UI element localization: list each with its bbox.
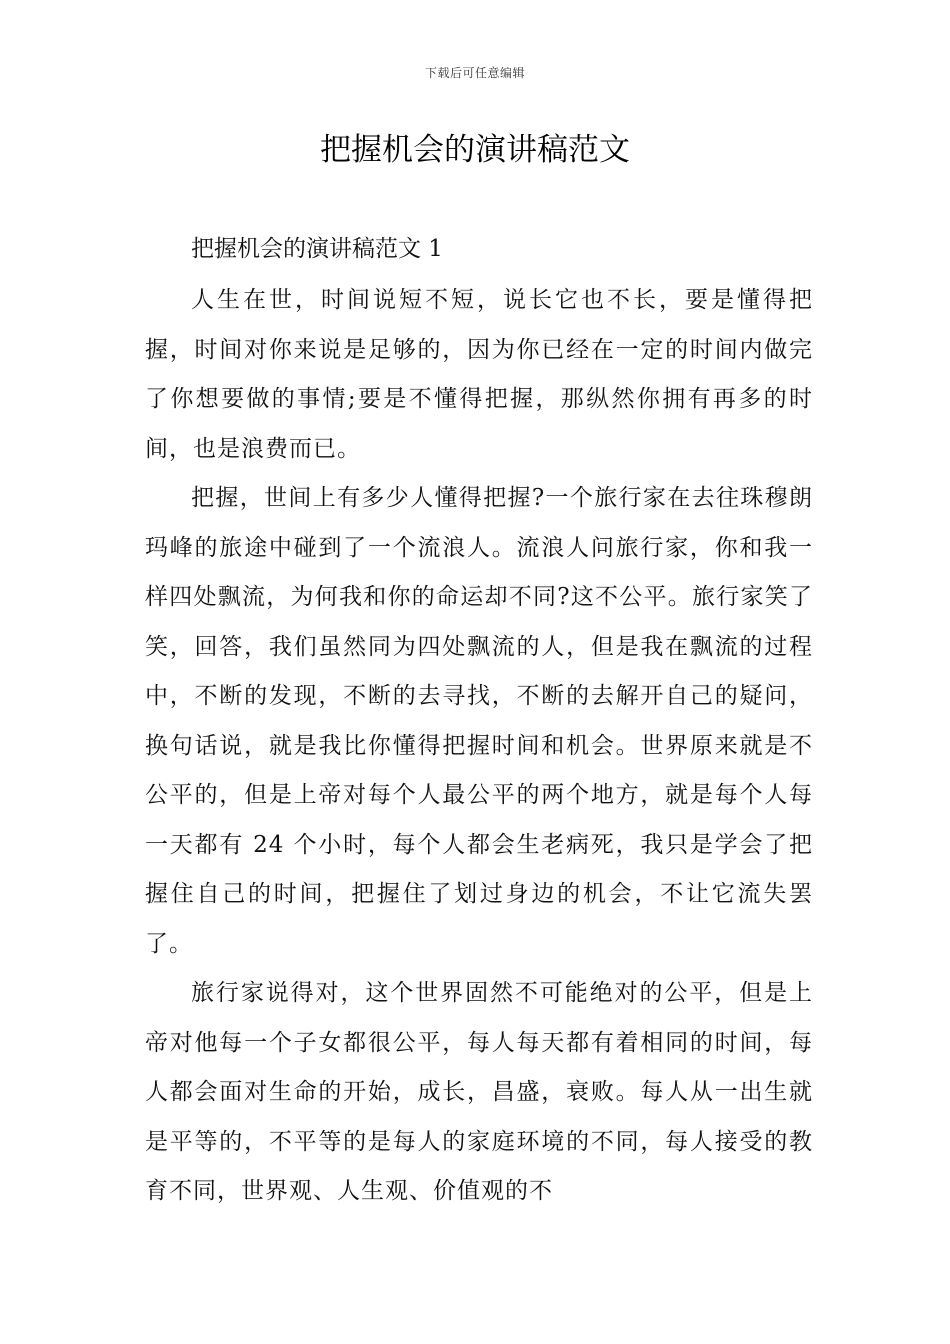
section-title: 把握机会的演讲稿范文 1 xyxy=(191,236,443,262)
paragraph-1: 人生在世，时间说短不短，说长它也不长，要是懂得把握，时间对你来说是足够的，因为你已经在一定的时间内做完了你想要做的事情;要是不懂得把握，那纵然你拥有再多的时间，也是浪费而已。 xyxy=(145,287,813,462)
paragraph-3: 旅行家说得对，这个世界固然不可能绝对的公平，但是上帝对他每一个子女都很公平，每人每天都有着相同的时间，每人都会面对生命的开始，成长，昌盛，衰败。每人从一出生就是平等的，不平等的是每人的家庭环境的不同，每人接受的教育不同，世界观、人生观、价值观的不 xyxy=(145,980,813,1204)
paragraph-2: 把握，世间上有多少人懂得把握?一个旅行家在去往珠穆朗玛峰的旅途中碰到了一个流浪人。流浪人问旅行家，你和我一样四处飘流，为何我和你的命运却不同?这不公平。旅行家笑了笑，回答，我们虽然同为四处飘流的人，但是我在飘流的过程中，不断的发现，不断的去寻找，不断的去解开自己的疑问，换句话说，就是我比你懂得把握时间和机会。世界原来就是不公平的，但是上帝对每个人最公平的两个地方，就是每个人每一天都有 24 个小时，每个人都会生老病死，我只是学会了把握住自己的时间，把握住了划过身边的机会，不让它流失罢了。 xyxy=(145,485,813,957)
document-body xyxy=(145,228,813,1217)
header-note: 下载后可任意编辑 xyxy=(424,66,525,80)
document-title: 把握机会的演讲稿范文 xyxy=(320,132,630,168)
